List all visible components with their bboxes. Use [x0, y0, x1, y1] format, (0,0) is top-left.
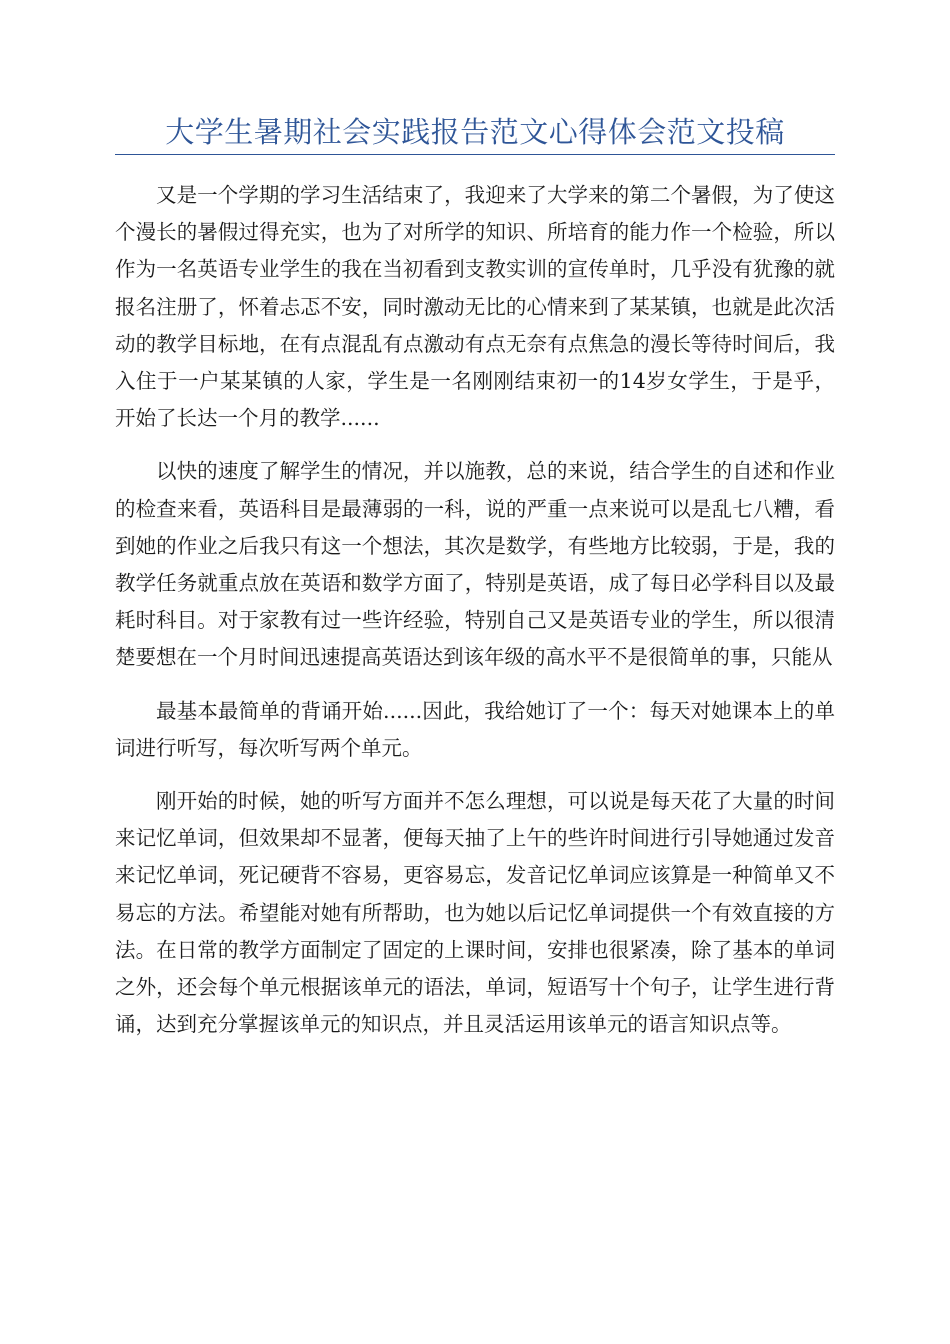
document-body: [115, 177, 835, 1059]
paragraph-2: 以快的速度了解学生的情况，并以施教，总的来说，结合学生的自述和作业的检查来看，英语科目是最薄弱的一科，说的严重一点来说可以是乱七八糟，看到她的作业之后我只有这一个想法，其次是数学，有些地方比较弱，于是，我的教学任务就重点放在英语和数学方面了，特别是英语，成了每日必学科目以及最耗时科目。对于家教有过一些许经验，特别自己又是英语专业的学生，所以很清楚要想在一个月时间迅速提高英语达到该年级的高水平不是很简单的事，只能从: [115, 459, 835, 670]
title-underline: [115, 154, 835, 155]
document-title: 大学生暑期社会实践报告范文心得体会范文投稿: [165, 115, 785, 149]
paragraph-3: 最基本最简单的背诵开始......因此，我给她订了一个：每天对她课本上的单词进行听写，每次听写两个单元。: [115, 698, 835, 760]
paragraph-4: 刚开始的时候，她的听写方面并不怎么理想，可以说是每天花了大量的时间来记忆单词，但效果却不显著，便每天抽了上午的些许时间进行引导她通过发音来记忆单词，死记硬背不容易，更容易忘，发音记忆单词应该算是一种简单又不易忘的方法。希望能对她有所帮助，也为她以后记忆单词提供一个有效直接的方法。在日常的教学方面制定了固定的上课时间，安排也很紧凑，除了基本的单词之外，还会每个单元根据该单元的语法，单词，短语写十个句子，让学生进行背诵，达到充分掌握该单元的知识点，并且灵活运用该单元的语言知识点等。: [115, 789, 835, 1037]
paragraph-1: 又是一个学期的学习生活结束了，我迎来了大学来的第二个暑假，为了使这个漫长的暑假过得充实，也为了对所学的知识、所培育的能力作一个检验，所以作为一名英语专业学生的我在当初看到支教实训的宣传单时，几乎没有犹豫的就报名注册了，怀着忐忑不安，同时激动无比的心情来到了某某镇，也就是此次活动的教学目标地，在有点混乱有点激动有点无奈有点焦急的漫长等待时间后，我入住于一户某某镇的人家，学生是一名刚刚结束初一的14岁女学生，于是乎，开始了长达一个月的教学......: [115, 183, 835, 431]
